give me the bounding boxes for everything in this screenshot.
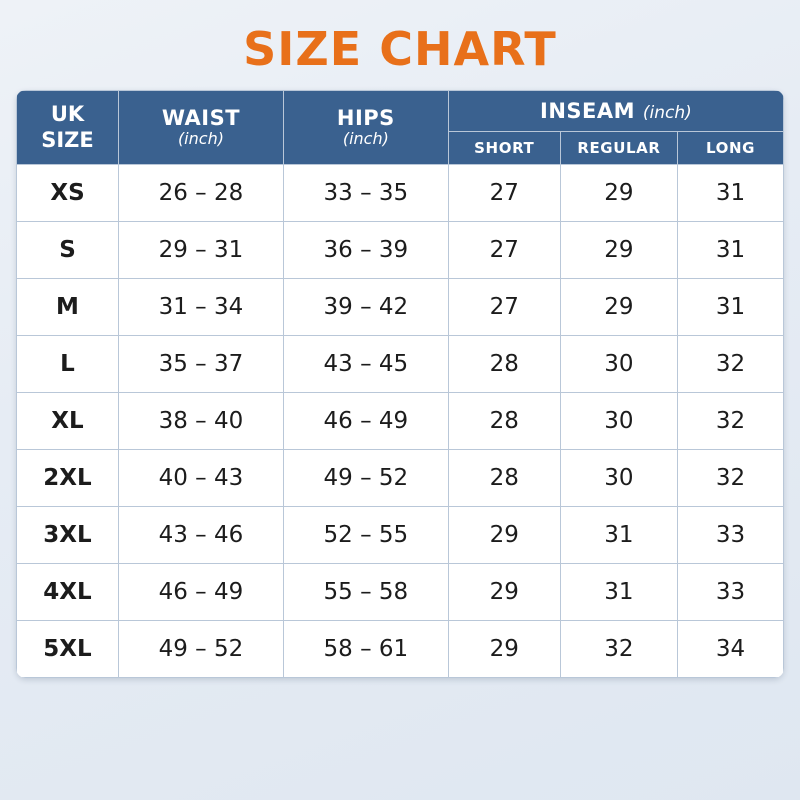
size-chart-table [16,90,784,678]
cell-hips: 49 – 52 [283,450,448,507]
cell-inseam-long: 33 [678,507,784,564]
size-chart-table-container [16,90,784,678]
cell-inseam-regular: 31 [560,564,677,621]
cell-hips: 39 – 42 [283,279,448,336]
table-header-row-primary [17,91,784,132]
cell-waist: 46 – 49 [119,564,284,621]
column-header-inseam [448,91,783,132]
cell-waist: 43 – 46 [119,507,284,564]
cell-hips: 43 – 45 [283,336,448,393]
cell-size: S [17,222,119,279]
table-row [17,450,784,507]
cell-inseam-short: 27 [448,165,560,222]
cell-waist: 49 – 52 [119,621,284,678]
cell-inseam-long: 31 [678,222,784,279]
cell-inseam-regular: 30 [560,450,677,507]
table-row [17,279,784,336]
cell-size: 4XL [17,564,119,621]
cell-inseam-regular: 32 [560,621,677,678]
cell-waist: 38 – 40 [119,393,284,450]
column-header-hips [283,91,448,165]
table-row [17,621,784,678]
table-row [17,222,784,279]
table-row [17,507,784,564]
hips-unit: (inch) [342,129,389,149]
cell-inseam-regular: 29 [560,165,677,222]
column-header-inseam-short: SHORT [448,132,560,165]
column-header-inseam-regular: REGULAR [560,132,677,165]
cell-inseam-long: 31 [678,165,784,222]
column-header-waist [119,91,284,165]
cell-inseam-short: 28 [448,393,560,450]
cell-inseam-long: 32 [678,450,784,507]
inseam-label: INSEAM [540,99,636,123]
cell-inseam-short: 29 [448,621,560,678]
table-body [17,165,784,678]
cell-size: 2XL [17,450,119,507]
cell-inseam-regular: 31 [560,507,677,564]
cell-inseam-long: 32 [678,336,784,393]
cell-size: 5XL [17,621,119,678]
table-row [17,393,784,450]
table-row [17,165,784,222]
cell-waist: 29 – 31 [119,222,284,279]
cell-inseam-short: 27 [448,279,560,336]
cell-hips: 52 – 55 [283,507,448,564]
cell-inseam-long: 31 [678,279,784,336]
column-header-uk-size [17,91,119,165]
cell-size: M [17,279,119,336]
cell-inseam-long: 34 [678,621,784,678]
uk-size-label-line2: SIZE [41,127,94,152]
cell-hips: 33 – 35 [283,165,448,222]
cell-inseam-regular: 30 [560,393,677,450]
cell-inseam-short: 28 [448,336,560,393]
uk-size-label-line1: UK [50,102,85,127]
cell-waist: 40 – 43 [119,450,284,507]
column-header-inseam-long: LONG [678,132,784,165]
hips-label: HIPS [336,106,395,131]
cell-inseam-regular: 29 [560,222,677,279]
waist-label: WAIST [161,106,241,131]
page-title: SIZE CHART [243,22,557,76]
cell-inseam-regular: 29 [560,279,677,336]
table-row [17,564,784,621]
table-row [17,336,784,393]
cell-waist: 26 – 28 [119,165,284,222]
cell-size: XL [17,393,119,450]
cell-waist: 31 – 34 [119,279,284,336]
cell-waist: 35 – 37 [119,336,284,393]
cell-inseam-long: 33 [678,564,784,621]
cell-inseam-short: 29 [448,507,560,564]
cell-inseam-short: 27 [448,222,560,279]
cell-size: XS [17,165,119,222]
cell-inseam-short: 28 [448,450,560,507]
cell-hips: 36 – 39 [283,222,448,279]
inseam-unit: (inch) [642,103,692,123]
table-header [17,91,784,165]
waist-unit: (inch) [177,129,224,149]
cell-inseam-regular: 30 [560,336,677,393]
cell-hips: 55 – 58 [283,564,448,621]
cell-hips: 58 – 61 [283,621,448,678]
cell-hips: 46 – 49 [283,393,448,450]
cell-size: 3XL [17,507,119,564]
cell-size: L [17,336,119,393]
cell-inseam-short: 29 [448,564,560,621]
cell-inseam-long: 32 [678,393,784,450]
